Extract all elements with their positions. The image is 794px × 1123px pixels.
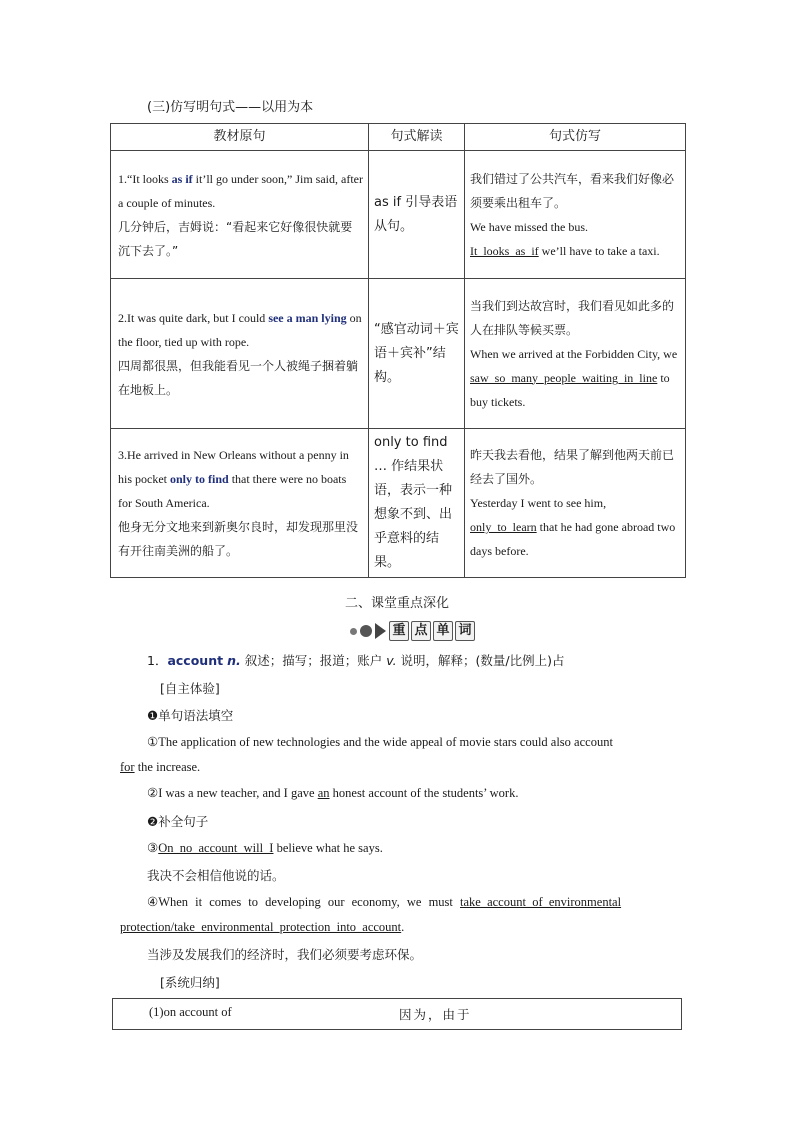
large-dot-icon <box>360 625 372 637</box>
answer-blank: take_account_of_environmental <box>460 895 622 909</box>
section-title: (三)仿写明句式——以用为本 <box>147 100 314 115</box>
answer-blank: protection/take_environmental_protection_into_account <box>120 920 402 934</box>
banner-char: 重 <box>389 621 409 641</box>
original-sentence-cell: 2.It was quite dark, but I could see a man lying on the floor, tied up with rope. 四周都很黑，但我能看见一个人被绳子捆着躺在地板上。 <box>111 279 369 429</box>
question-1: ①The application of new technologies and the wide appeal of movie stars could also account <box>147 735 613 749</box>
subtitle-fill-blank: ❶单句语法填空 <box>147 708 234 723</box>
system-summary-label: [系统归纳] <box>160 975 220 990</box>
imitation-prompt: 我们错过了公共汽车，看来我们好像必须要乘出租车了。 <box>470 171 675 210</box>
imitation-cell: 昨天我去看他，结果了解到他两天前已经去了国外。 Yesterday I went to see him, only_to_learn that he had gone abroad two days before. <box>465 429 686 578</box>
analysis-cell: “感官动词＋宾语＋宾补”结构。 <box>369 279 465 429</box>
question-3: ③On_no_account_will_I believe what he says. <box>147 841 383 855</box>
imitation-cell: 我们错过了公共汽车，看来我们好像必须要乘出租车了。 We have missed the bus. It_looks_as_if we’ll have to take a taxi. <box>465 151 686 279</box>
phrase-meaning: 因为，由于 <box>399 1007 472 1022</box>
imitation-answer: saw_so_many_people_waiting_in_line <box>470 370 658 385</box>
imitation-prompt: 当我们到达故宫时，我们看见如此多的人在排队等候买票。 <box>470 298 675 337</box>
subtitle-complete-sentence: ❷补全句子 <box>147 814 209 829</box>
table-header-row <box>111 124 686 151</box>
arrow-right-icon <box>375 623 386 639</box>
highlight-phrase: see a man lying <box>268 310 347 325</box>
part-two-heading: 二、课堂重点深化 <box>344 596 449 611</box>
analysis-cell: only to find … 作结果状语，表示一种想象不到、出乎意料的结果。 <box>369 429 465 578</box>
self-experience-label: [自主体验] <box>160 681 220 696</box>
table-row <box>111 279 686 429</box>
question-4-cont: protection/take_environmental_protection_into_account. <box>120 920 405 934</box>
vocab-entry: 1．account n. 叙述；描写；报道；账户 v. 说明，解释；(数量/比例上)占 <box>147 653 565 668</box>
header-analysis: 句式解读 <box>369 124 465 151</box>
banner-char: 单 <box>433 621 453 641</box>
question-4: ④When it comes to developing our economy, we must take_account_of_environmental <box>147 895 622 909</box>
question-3-translation: 我决不会相信他说的话。 <box>147 868 285 883</box>
answer-blank: an <box>317 786 330 800</box>
question-4-translation: 当涉及发展我们的经济时，我们必须要考虑环保。 <box>147 947 423 962</box>
imitation-prompt: 昨天我去看他，结果了解到他两天前已经去了国外。 <box>470 448 675 486</box>
original-translation: 四周都很黑，但我能看见一个人被绳子捆着躺在地板上。 <box>118 358 359 397</box>
summary-box <box>112 998 682 1030</box>
imitation-cell: 当我们到达故宫时，我们看见如此多的人在排队等候买票。 When we arrived at the Forbidden City, we saw_so_many_people_waiting_in_line to buy tickets. <box>465 279 686 429</box>
imitation-answer: only_to_learn <box>470 520 537 534</box>
table-row <box>111 429 686 578</box>
phrase: (1)on account of <box>149 1005 232 1019</box>
table-row <box>111 151 686 279</box>
original-translation: 几分钟后，吉姆说：“看起来它好像很快就要沉下去了。” <box>118 219 353 258</box>
analysis-cell: as if 引导表语从句。 <box>369 151 465 279</box>
banner-char: 点 <box>411 621 431 641</box>
header-imitation: 句式仿写 <box>465 124 686 151</box>
header-original: 教材原句 <box>111 124 369 151</box>
answer-blank: for <box>120 760 135 774</box>
highlight-phrase: as if <box>171 171 193 186</box>
original-sentence-cell: 1.“It looks as if it’ll go under soon,” Jim said, after a couple of minutes. 几分钟后，吉姆说：“看起来它好像很快就要沉下去了。” <box>111 151 369 279</box>
sentence-imitation-table <box>110 123 686 578</box>
banner-char: 词 <box>455 621 475 641</box>
highlight-phrase: only to find <box>170 472 229 486</box>
key-words-banner <box>350 620 477 642</box>
answer-blank: On_no_account_will_I <box>158 841 274 855</box>
imitation-answer: It_looks_as_if <box>470 243 539 258</box>
question-1-cont: for the increase. <box>120 760 201 774</box>
question-2: ②I was a new teacher, and I gave an honest account of the students’ work. <box>147 786 519 800</box>
headword: account <box>167 653 224 668</box>
small-dot-icon <box>350 628 357 635</box>
original-sentence-cell: 3.He arrived in New Orleans without a penny in his pocket only to find that there were no boats for South America. 他身无分文地来到新奥尔良时，却发现那里没有开往南美洲的船了。 <box>111 429 369 578</box>
original-translation: 他身无分文地来到新奥尔良时，却发现那里没有开往南美洲的船了。 <box>118 520 359 558</box>
